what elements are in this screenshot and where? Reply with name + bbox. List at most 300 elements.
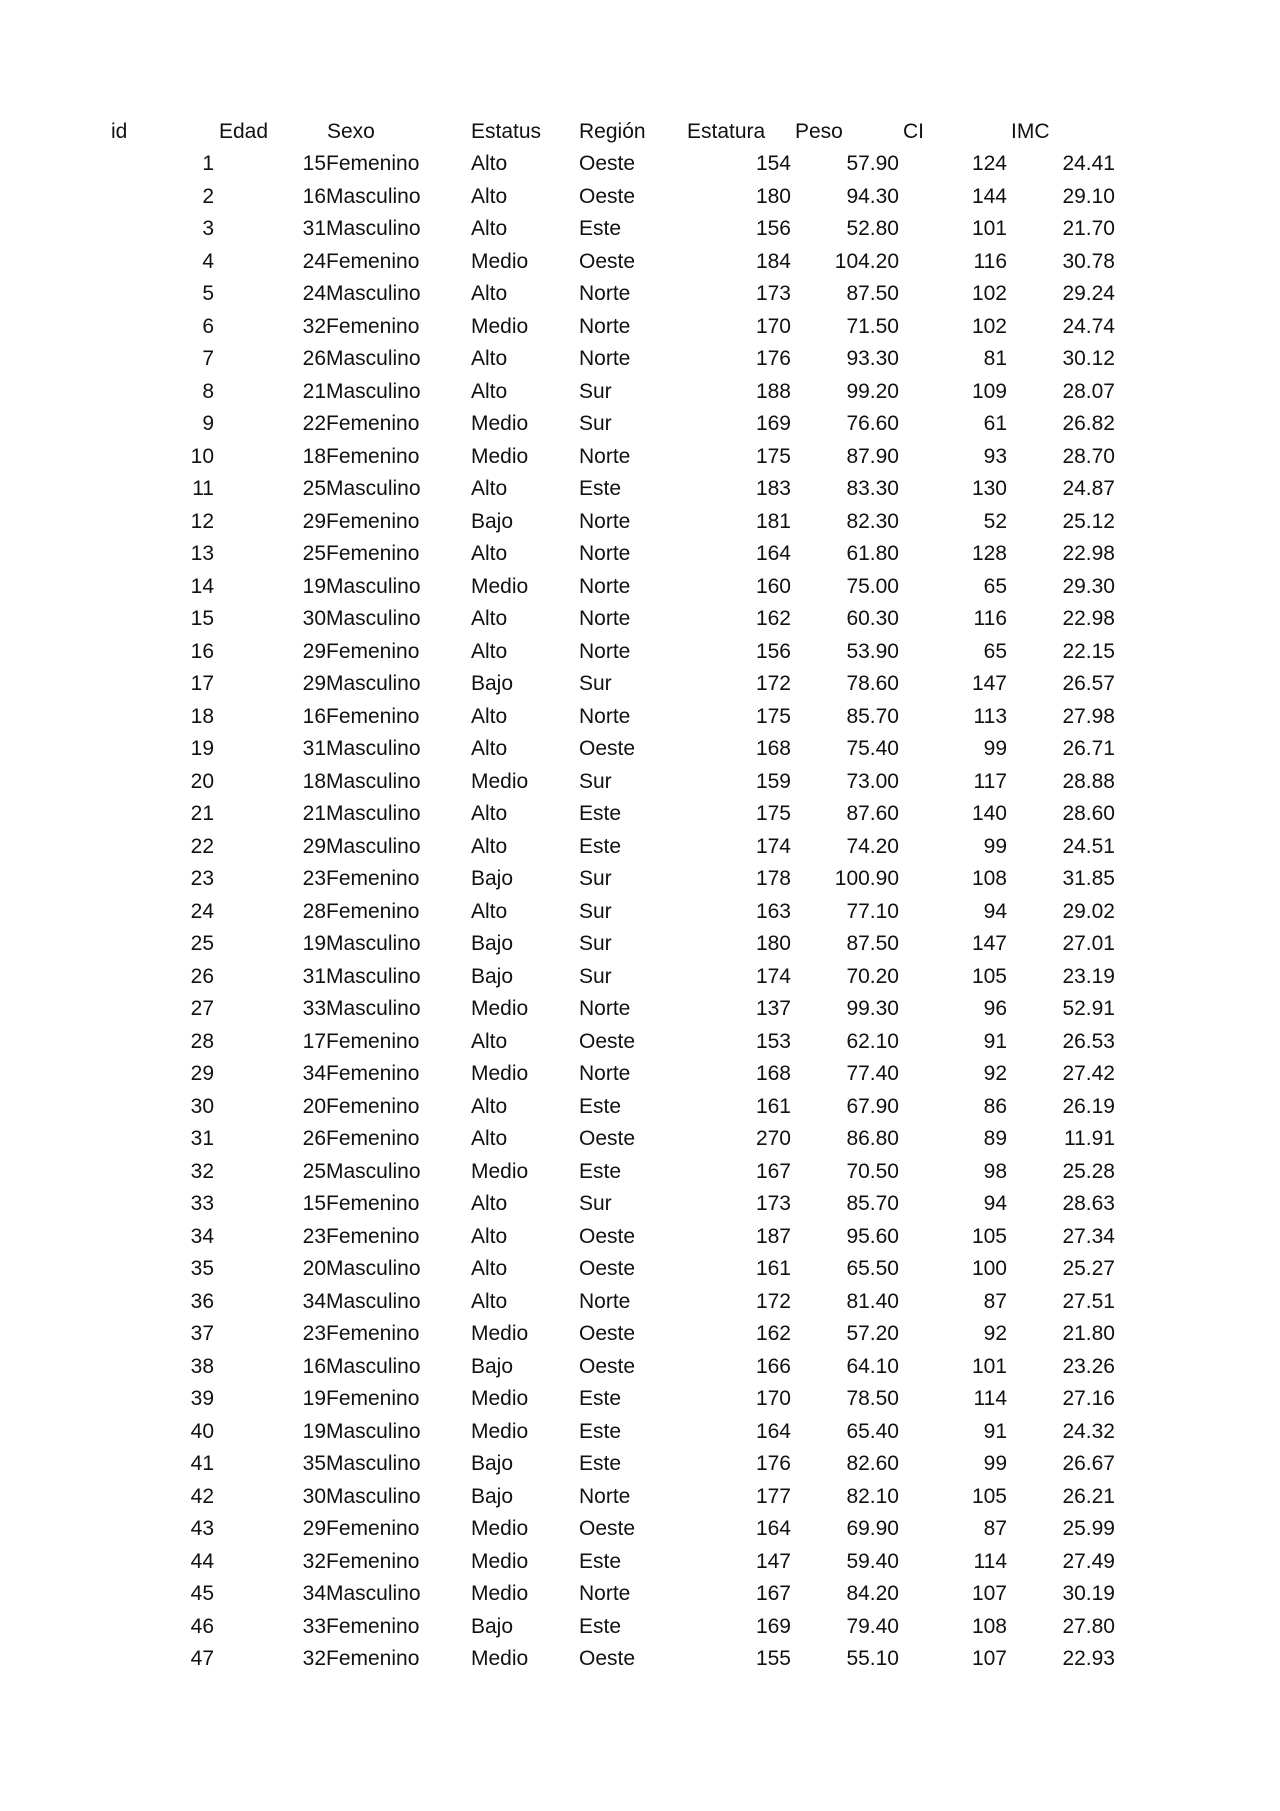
header-row — [0, 116, 1280, 148]
cell-imc: 28.60 — [1062, 802, 1115, 825]
cell-edad: 31 — [302, 217, 326, 240]
cell-imc: 24.74 — [1062, 314, 1115, 338]
cell-peso: 84.20 — [846, 1582, 899, 1605]
cell-region: Sur — [579, 379, 612, 403]
cell-ci: 105 — [971, 964, 1007, 988]
cell-estatus: Alto — [471, 1192, 508, 1215]
cell-ci: 109 — [971, 379, 1007, 403]
cell-region: Norte — [579, 1582, 631, 1605]
cell-region: Este — [579, 477, 622, 500]
cell-imc: 27.80 — [1062, 1614, 1115, 1638]
cell-peso: 86.80 — [846, 1127, 899, 1150]
cell-estatus: Alto — [471, 1257, 508, 1280]
cell-estatura: 160 — [755, 574, 791, 598]
cell-estatus: Medio — [471, 997, 529, 1020]
cell-ci: 65 — [983, 639, 1007, 663]
cell-sexo: Masculino — [326, 997, 421, 1020]
cell-region: Oeste — [579, 1517, 636, 1540]
cell-estatus: Alto — [471, 607, 508, 630]
cell-ci: 102 — [971, 282, 1007, 305]
table-row — [0, 571, 1280, 603]
cell-estatus: Alto — [471, 704, 508, 728]
table-row — [0, 1448, 1280, 1480]
cell-peso: 59.40 — [846, 1549, 899, 1573]
cell-imc: 23.19 — [1062, 964, 1115, 988]
cell-region: Norte — [579, 282, 631, 305]
cell-estatus: Medio — [471, 1419, 529, 1443]
cell-imc: 30.19 — [1062, 1582, 1115, 1605]
table-row — [0, 1318, 1280, 1350]
cell-ci: 94 — [983, 899, 1007, 923]
cell-estatura: 181 — [755, 509, 791, 533]
cell-id: 9 — [202, 412, 214, 435]
cell-id: 40 — [190, 1419, 214, 1443]
cell-id: 5 — [202, 282, 214, 305]
cell-estatus: Medio — [471, 1647, 529, 1670]
table-row — [0, 1058, 1280, 1090]
table-row — [0, 1351, 1280, 1383]
cell-region: Norte — [579, 1062, 631, 1085]
cell-ci: 101 — [971, 217, 1007, 240]
cell-region: Este — [579, 1452, 622, 1475]
cell-id: 7 — [202, 347, 214, 370]
cell-id: 6 — [202, 314, 214, 338]
cell-region: Este — [579, 1159, 622, 1183]
cell-estatus: Alto — [471, 542, 508, 565]
cell-id: 43 — [190, 1517, 214, 1540]
cell-imc: 27.51 — [1062, 1289, 1115, 1313]
cell-edad: 19 — [302, 574, 326, 598]
cell-imc: 25.12 — [1062, 509, 1115, 533]
table-row — [0, 1481, 1280, 1513]
cell-estatura: 154 — [755, 152, 791, 175]
table-row — [0, 408, 1280, 440]
cell-imc: 25.27 — [1062, 1257, 1115, 1280]
cell-estatura: 174 — [755, 964, 791, 988]
table-row — [0, 928, 1280, 960]
cell-sexo: Masculino — [326, 282, 421, 305]
cell-ci: 94 — [983, 1192, 1007, 1215]
cell-region: Oeste — [579, 1029, 636, 1053]
cell-ci: 147 — [971, 672, 1007, 695]
table-row — [0, 1026, 1280, 1058]
cell-id: 31 — [190, 1127, 214, 1150]
cell-imc: 28.07 — [1062, 379, 1115, 403]
cell-ci: 117 — [973, 769, 1007, 793]
cell-estatus: Bajo — [471, 932, 514, 955]
cell-id: 42 — [190, 1484, 214, 1508]
cell-region: Sur — [579, 672, 612, 695]
cell-estatus: Alto — [471, 217, 508, 240]
cell-imc: 26.57 — [1062, 672, 1115, 695]
cell-ci: 87 — [983, 1517, 1007, 1540]
cell-edad: 25 — [302, 1159, 326, 1183]
cell-estatura: 178 — [755, 867, 791, 890]
table-row — [0, 506, 1280, 538]
cell-ci: 92 — [983, 1062, 1007, 1085]
table-row — [0, 1643, 1280, 1675]
cell-peso: 62.10 — [846, 1029, 899, 1053]
cell-peso: 85.70 — [846, 704, 899, 728]
cell-peso: 64.10 — [846, 1354, 899, 1378]
cell-imc: 26.67 — [1062, 1452, 1115, 1475]
cell-peso: 85.70 — [846, 1192, 899, 1215]
cell-ci: 65 — [983, 574, 1007, 598]
table-row — [0, 1221, 1280, 1253]
cell-id: 27 — [190, 997, 214, 1020]
cell-sexo: Masculino — [326, 347, 421, 370]
cell-region: Norte — [579, 1484, 631, 1508]
cell-peso: 78.50 — [846, 1387, 899, 1410]
cell-estatura: 163 — [755, 899, 791, 923]
cell-ci: 105 — [971, 1484, 1007, 1508]
cell-id: 2 — [202, 184, 214, 208]
cell-estatura: 168 — [755, 737, 791, 760]
cell-edad: 34 — [302, 1582, 326, 1605]
cell-ci: 102 — [971, 314, 1007, 338]
cell-sexo: Masculino — [326, 217, 421, 240]
cell-peso: 99.20 — [846, 379, 899, 403]
cell-region: Norte — [579, 444, 631, 468]
cell-estatura: 175 — [755, 704, 791, 728]
cell-sexo: Femenino — [326, 1517, 420, 1540]
table-row — [0, 636, 1280, 668]
cell-ci: 96 — [983, 997, 1007, 1020]
cell-edad: 16 — [302, 704, 326, 728]
cell-estatura: 188 — [755, 379, 791, 403]
cell-imc: 25.28 — [1062, 1159, 1115, 1183]
cell-peso: 77.10 — [846, 899, 899, 923]
table-row — [0, 278, 1280, 310]
cell-estatus: Medio — [471, 1549, 529, 1573]
cell-edad: 15 — [302, 152, 326, 175]
cell-imc: 11.91 — [1064, 1127, 1115, 1150]
cell-peso: 87.50 — [846, 932, 899, 955]
cell-estatura: 173 — [755, 282, 791, 305]
cell-ci: 105 — [971, 1224, 1007, 1248]
cell-edad: 32 — [302, 1549, 326, 1573]
cell-region: Oeste — [579, 1127, 636, 1150]
cell-estatura: 167 — [755, 1159, 791, 1183]
table-row — [0, 473, 1280, 505]
cell-region: Este — [579, 217, 622, 240]
cell-region: Este — [579, 1549, 622, 1573]
cell-sexo: Femenino — [326, 1322, 420, 1345]
cell-id: 21 — [190, 802, 214, 825]
cell-id: 14 — [190, 574, 214, 598]
cell-ci: 108 — [971, 1614, 1007, 1638]
cell-estatura: 174 — [755, 834, 791, 858]
cell-peso: 73.00 — [846, 769, 899, 793]
cell-edad: 17 — [302, 1029, 326, 1053]
cell-region: Este — [579, 1387, 622, 1410]
cell-estatura: 161 — [755, 1094, 791, 1118]
cell-edad: 29 — [302, 834, 326, 858]
cell-id: 39 — [190, 1387, 214, 1410]
table-row — [0, 1156, 1280, 1188]
table-row — [0, 1286, 1280, 1318]
cell-sexo: Masculino — [326, 1419, 421, 1443]
cell-ci: 91 — [983, 1029, 1007, 1053]
cell-imc: 27.98 — [1062, 704, 1115, 728]
cell-peso: 75.40 — [846, 737, 899, 760]
cell-ci: 92 — [983, 1322, 1007, 1345]
cell-edad: 29 — [302, 672, 326, 695]
cell-edad: 18 — [302, 769, 326, 793]
cell-edad: 26 — [302, 347, 326, 370]
cell-id: 24 — [190, 899, 214, 923]
cell-imc: 24.32 — [1062, 1419, 1115, 1443]
cell-peso: 93.30 — [846, 347, 899, 370]
cell-imc: 27.49 — [1062, 1549, 1115, 1573]
cell-imc: 24.51 — [1062, 834, 1115, 858]
cell-estatura: 177 — [755, 1484, 791, 1508]
cell-id: 33 — [190, 1192, 214, 1215]
cell-id: 35 — [190, 1257, 214, 1280]
table-row — [0, 181, 1280, 213]
cell-sexo: Femenino — [326, 1647, 420, 1670]
cell-peso: 95.60 — [846, 1224, 899, 1248]
table-row — [0, 311, 1280, 343]
cell-id: 18 — [190, 704, 214, 728]
cell-sexo: Femenino — [326, 867, 420, 890]
cell-edad: 31 — [302, 737, 326, 760]
cell-edad: 23 — [302, 1322, 326, 1345]
cell-estatus: Bajo — [471, 867, 514, 890]
cell-sexo: Masculino — [326, 1354, 421, 1378]
cell-ci: 100 — [971, 1257, 1007, 1280]
cell-ci: 99 — [983, 1452, 1007, 1475]
cell-sexo: Masculino — [326, 964, 421, 988]
cell-peso: 67.90 — [846, 1094, 899, 1118]
cell-estatura: 176 — [755, 1452, 791, 1475]
cell-peso: 83.30 — [846, 477, 899, 500]
cell-estatus: Bajo — [471, 509, 514, 533]
cell-estatura: 173 — [755, 1192, 791, 1215]
cell-estatus: Bajo — [471, 964, 514, 988]
cell-ci: 93 — [983, 444, 1007, 468]
cell-region: Este — [579, 1094, 622, 1118]
cell-estatura: 169 — [755, 1614, 791, 1638]
cell-sexo: Masculino — [326, 1452, 421, 1475]
cell-region: Norte — [579, 997, 631, 1020]
cell-estatus: Alto — [471, 639, 508, 663]
cell-estatus: Bajo — [471, 1614, 514, 1638]
cell-region: Este — [579, 1419, 622, 1443]
cell-sexo: Masculino — [326, 1159, 421, 1183]
cell-estatura: 187 — [755, 1224, 791, 1248]
cell-id: 36 — [190, 1289, 214, 1313]
cell-sexo: Masculino — [326, 834, 421, 858]
cell-imc: 27.42 — [1062, 1062, 1115, 1085]
cell-edad: 33 — [302, 1614, 326, 1638]
cell-estatus: Medio — [471, 769, 529, 793]
cell-estatura: 162 — [755, 607, 791, 630]
cell-id: 11 — [192, 477, 214, 500]
cell-imc: 22.15 — [1062, 639, 1115, 663]
cell-edad: 25 — [302, 542, 326, 565]
cell-edad: 24 — [302, 282, 326, 305]
table-row — [0, 1188, 1280, 1220]
cell-ci: 81 — [983, 347, 1007, 370]
cell-ci: 107 — [971, 1582, 1007, 1605]
table-row — [0, 1416, 1280, 1448]
cell-ci: 98 — [983, 1159, 1007, 1183]
cell-sexo: Masculino — [326, 1582, 421, 1605]
cell-id: 47 — [190, 1647, 214, 1670]
header-estatus: Estatus — [471, 120, 542, 143]
cell-estatus: Medio — [471, 1062, 529, 1085]
cell-imc: 52.91 — [1062, 997, 1115, 1020]
cell-peso: 61.80 — [846, 542, 899, 565]
cell-estatus: Medio — [471, 1159, 529, 1183]
cell-peso: 70.50 — [846, 1159, 899, 1183]
cell-id: 3 — [202, 217, 214, 240]
cell-imc: 21.70 — [1062, 217, 1115, 240]
cell-edad: 25 — [302, 477, 326, 500]
cell-peso: 57.90 — [846, 152, 899, 175]
cell-imc: 27.01 — [1062, 932, 1115, 955]
table-row — [0, 1091, 1280, 1123]
cell-imc: 24.41 — [1062, 152, 1115, 175]
cell-estatus: Alto — [471, 1224, 508, 1248]
cell-ci: 128 — [971, 542, 1007, 565]
cell-estatura: 161 — [755, 1257, 791, 1280]
cell-region: Oeste — [579, 1322, 636, 1345]
cell-sexo: Masculino — [326, 379, 421, 403]
cell-estatura: 175 — [755, 802, 791, 825]
cell-region: Sur — [579, 964, 612, 988]
cell-region: Norte — [579, 574, 631, 598]
cell-sexo: Masculino — [326, 607, 421, 630]
cell-estatus: Bajo — [471, 1354, 514, 1378]
cell-sexo: Femenino — [326, 1549, 420, 1573]
cell-id: 30 — [190, 1094, 214, 1118]
cell-id: 32 — [190, 1159, 214, 1183]
cell-edad: 34 — [302, 1289, 326, 1313]
table-row — [0, 668, 1280, 700]
cell-edad: 29 — [302, 1517, 326, 1540]
cell-sexo: Masculino — [326, 769, 421, 793]
cell-estatus: Alto — [471, 899, 508, 923]
cell-sexo: Femenino — [326, 1062, 420, 1085]
cell-imc: 26.53 — [1062, 1029, 1115, 1053]
cell-id: 25 — [190, 932, 214, 955]
cell-imc: 24.87 — [1062, 477, 1115, 500]
cell-estatura: 137 — [755, 997, 791, 1020]
cell-edad: 29 — [302, 509, 326, 533]
cell-estatus: Medio — [471, 1582, 529, 1605]
cell-id: 1 — [202, 152, 214, 175]
cell-peso: 104.20 — [834, 249, 899, 273]
cell-id: 15 — [190, 607, 214, 630]
cell-peso: 82.10 — [846, 1484, 899, 1508]
cell-peso: 81.40 — [846, 1289, 899, 1313]
cell-region: Este — [579, 1614, 622, 1638]
cell-id: 26 — [190, 964, 214, 988]
cell-peso: 94.30 — [846, 184, 899, 208]
cell-sexo: Femenino — [326, 1614, 420, 1638]
cell-edad: 16 — [302, 184, 326, 208]
cell-estatus: Bajo — [471, 672, 514, 695]
cell-estatura: 167 — [755, 1582, 791, 1605]
cell-imc: 31.85 — [1062, 867, 1115, 890]
cell-estatura: 164 — [755, 1419, 791, 1443]
cell-edad: 23 — [302, 867, 326, 890]
cell-sexo: Femenino — [326, 249, 420, 273]
cell-estatus: Alto — [471, 347, 508, 370]
cell-estatus: Alto — [471, 477, 508, 500]
cell-id: 22 — [190, 834, 214, 858]
cell-sexo: Masculino — [326, 932, 421, 955]
cell-sexo: Femenino — [326, 152, 420, 175]
cell-imc: 22.98 — [1062, 607, 1115, 630]
table-row — [0, 1611, 1280, 1643]
cell-estatura: 159 — [755, 769, 791, 793]
cell-estatura: 184 — [755, 249, 791, 273]
table-row — [0, 798, 1280, 830]
cell-id: 16 — [190, 639, 214, 663]
cell-imc: 27.16 — [1062, 1387, 1115, 1410]
cell-ci: 99 — [983, 737, 1007, 760]
cell-sexo: Masculino — [326, 672, 421, 695]
cell-id: 37 — [190, 1322, 214, 1345]
cell-estatura: 183 — [755, 477, 791, 500]
cell-peso: 87.90 — [846, 444, 899, 468]
cell-sexo: Femenino — [326, 899, 420, 923]
header-id: id — [111, 120, 128, 143]
cell-id: 29 — [190, 1062, 214, 1085]
cell-imc: 26.19 — [1062, 1094, 1115, 1118]
cell-edad: 26 — [302, 1127, 326, 1150]
cell-sexo: Femenino — [326, 412, 420, 435]
cell-estatus: Alto — [471, 737, 508, 760]
table-row — [0, 1383, 1280, 1415]
cell-estatura: 166 — [755, 1354, 791, 1378]
cell-ci: 52 — [983, 509, 1007, 533]
header-ci: CI — [903, 120, 924, 143]
cell-sexo: Femenino — [326, 1387, 420, 1410]
cell-estatus: Alto — [471, 802, 508, 825]
cell-ci: 144 — [971, 184, 1007, 208]
cell-imc: 22.98 — [1062, 542, 1115, 565]
header-edad: Edad — [219, 120, 269, 143]
cell-sexo: Masculino — [326, 477, 421, 500]
cell-estatus: Medio — [471, 574, 529, 598]
cell-sexo: Femenino — [326, 1094, 420, 1118]
cell-ci: 140 — [971, 802, 1007, 825]
cell-region: Oeste — [579, 737, 636, 760]
table-row — [0, 1513, 1280, 1545]
cell-peso: 82.30 — [846, 509, 899, 533]
table-row — [0, 603, 1280, 635]
cell-sexo: Femenino — [326, 1029, 420, 1053]
cell-ci: 114 — [973, 1387, 1007, 1410]
cell-peso: 52.80 — [846, 217, 899, 240]
cell-estatus: Bajo — [471, 1452, 514, 1475]
cell-edad: 34 — [302, 1062, 326, 1085]
cell-peso: 53.90 — [846, 639, 899, 663]
cell-ci: 91 — [983, 1419, 1007, 1443]
table-row — [0, 1578, 1280, 1610]
table-row — [0, 1253, 1280, 1285]
cell-imc: 27.34 — [1062, 1224, 1115, 1248]
cell-region: Norte — [579, 607, 631, 630]
cell-region: Oeste — [579, 152, 636, 175]
cell-edad: 20 — [302, 1257, 326, 1280]
table-row — [0, 213, 1280, 245]
cell-edad: 19 — [302, 1387, 326, 1410]
